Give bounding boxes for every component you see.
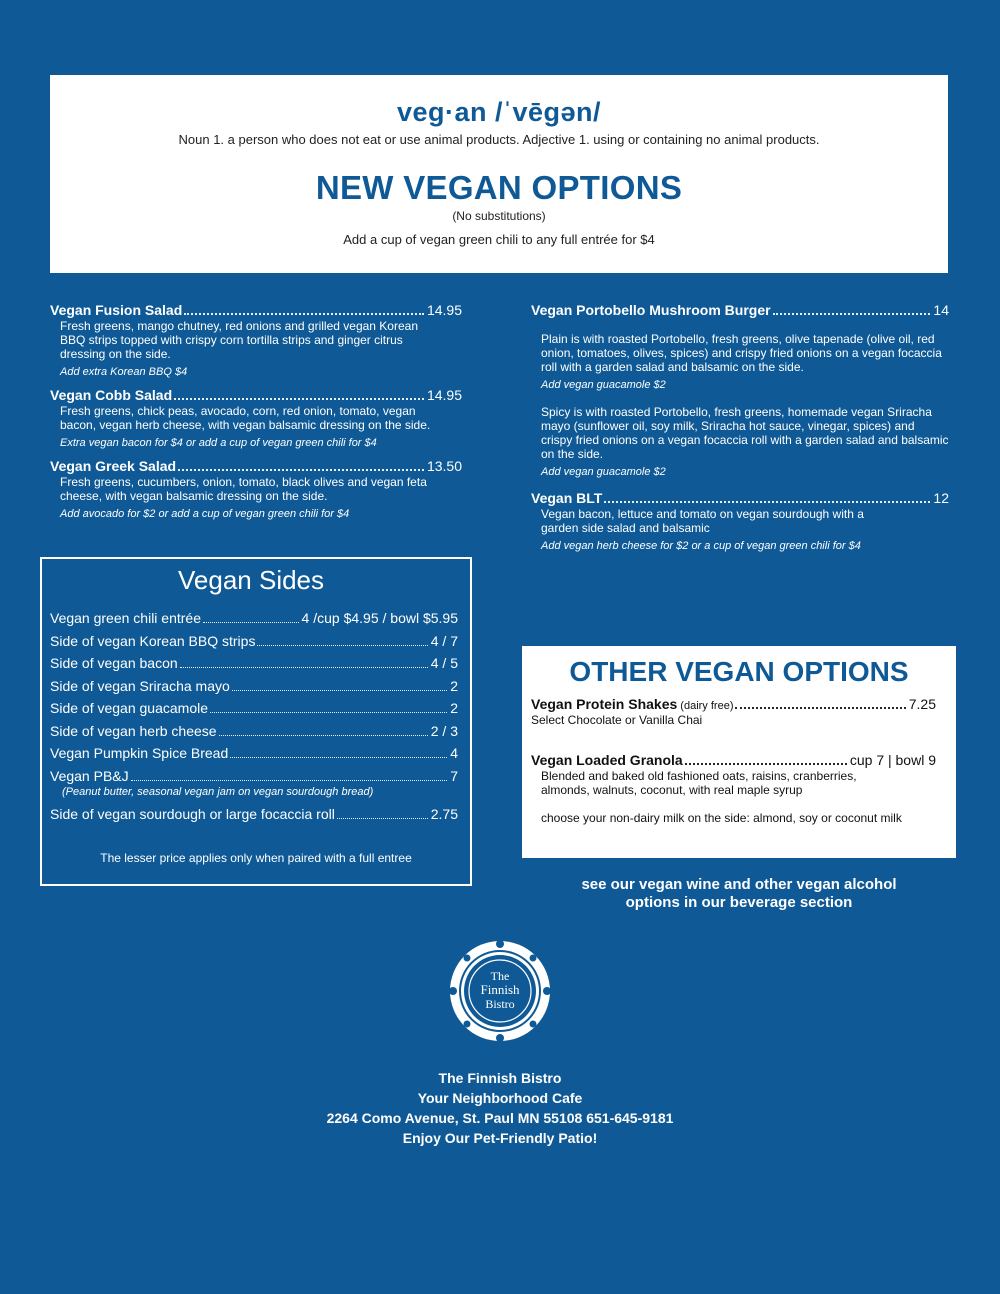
side-name: Side of vegan sourdough or large focaccia roll (50, 806, 335, 822)
leader-dots (773, 313, 931, 315)
item-name: Vegan Portobello Mushroom Burger (531, 302, 771, 318)
menu-item (531, 302, 949, 478)
leader-dots (180, 667, 428, 668)
side-price: 4 (450, 745, 458, 761)
logo-text: Bistro (485, 997, 515, 1011)
sides-footer-note: The lesser price applies only when paired with a full entree (100, 850, 412, 865)
pbj-note: (Peanut butter, seasonal vegan jam on vegan sourdough bread) (62, 786, 374, 798)
side-price: 7 (450, 767, 458, 784)
item-tag: (dairy free) (680, 700, 734, 712)
side-name: Side of vegan bacon (50, 655, 178, 671)
side-price: 2 (450, 677, 458, 694)
item-name: Vegan Cobb Salad (50, 387, 173, 403)
item-name: Vegan Protein Shakes (531, 696, 678, 712)
item-description: Fresh greens, chick peas, avocado, corn, red onion, tomato, vegan bacon, vegan herb cheese, with vegan balsamic dressing on the side. (60, 404, 431, 432)
leader-dots (685, 763, 847, 765)
side-price: 2.75 (430, 806, 458, 822)
logo-text: The (490, 969, 510, 983)
item-note: Extra vegan bacon for $4 or add a cup of vegan green chili for $4 (60, 437, 377, 449)
side-price: 4 / 5 (430, 655, 458, 671)
leader-dots (230, 757, 447, 758)
item-description: Fresh greens, cucumbers, onion, tomato, black olives and vegan feta cheese, with vegan balsamic dressing on the side. (60, 475, 427, 503)
menu-item (50, 387, 462, 449)
side-name: Side of vegan Sriracha mayo (50, 677, 230, 694)
side-name: Vegan Pumpkin Spice Bread (50, 745, 229, 761)
leader-dots (203, 622, 299, 623)
item-name: Vegan Greek Salad (50, 458, 177, 474)
item-description: Select Chocolate or Vanilla Chai (531, 713, 703, 727)
side-name: Side of vegan Korean BBQ strips (50, 632, 256, 649)
logo-text: Finnish (480, 982, 520, 997)
footer (0, 1068, 1000, 1148)
item-price: 12 (933, 490, 949, 506)
item-price: 14.95 (426, 302, 462, 318)
left-menu-column (50, 302, 462, 529)
side-item (50, 723, 458, 746)
item-description: Blended and baked old fashioned oats, raisins, cranberries, almonds, walnuts, coconut, with real maple syrup (541, 769, 857, 797)
side-item (50, 610, 458, 633)
menu-item (531, 490, 949, 552)
menu-item (531, 696, 936, 727)
leader-dots (257, 645, 427, 646)
other-options-panel (522, 646, 956, 858)
menu-item (531, 752, 936, 825)
item-description: Fresh greens, mango chutney, red onions and grilled vegan Korean BBQ strips topped with crispy corn tortilla strips and ginger citrus dressing on the side. (60, 319, 419, 361)
item-note: Add vegan guacamole $2 (541, 379, 666, 391)
sides-list (50, 610, 458, 829)
item-description: Plain is with roasted Portobello, fresh greens, olive tapenade (olive oil, red onion, tomatoes, olives, spices) and crispy fried onions on a vegan focaccia roll with a garden salad and balsamic on the side. (541, 332, 942, 374)
milk-note: choose your non-dairy milk on the side: almond, soy or coconut milk (541, 811, 902, 825)
other-title: OTHER VEGAN OPTIONS (569, 656, 909, 687)
side-name: Vegan PB&J (50, 767, 129, 784)
side-price: 4 / 7 (430, 632, 458, 649)
leader-dots (219, 735, 428, 736)
leader-dots (131, 780, 448, 781)
item-price: 14.95 (426, 387, 462, 403)
footer-patio: Enjoy Our Pet-Friendly Patio! (402, 1130, 598, 1146)
item-note: Add avocado for $2 or add a cup of vegan green chili for $4 (60, 508, 350, 520)
leader-dots (337, 818, 428, 819)
side-item (50, 655, 458, 678)
beverage-note-line: see our vegan wine and other vegan alcohol (581, 876, 897, 893)
no-substitutions-note: (No substitutions) (452, 209, 546, 223)
beverage-note-line: options in our beverage section (625, 894, 853, 911)
item-note: Add extra Korean BBQ $4 (60, 366, 188, 378)
chili-note: Add a cup of vegan green chili to any full entrée for $4 (343, 232, 655, 247)
leader-dots (178, 469, 424, 471)
finnish-bistro-logo (447, 938, 553, 1044)
footer-address: 2264 Como Avenue, St. Paul MN 55108 651-645-9181 (326, 1110, 674, 1126)
item-note: Add vegan guacamole $2 (541, 466, 666, 478)
sides-title: Vegan Sides (178, 565, 325, 595)
item-price: cup 7 | bowl 9 (849, 752, 936, 768)
item-name: Vegan Loaded Granola (531, 752, 683, 768)
leader-dots (232, 690, 447, 691)
item-name: Vegan BLT (531, 490, 603, 506)
definition-word: veg·an /ˈvēgən/ (396, 97, 602, 127)
side-item (50, 806, 458, 829)
item-price: 7.25 (908, 696, 936, 712)
item-note: Add vegan herb cheese for $2 or a cup of vegan green chili for $4 (541, 540, 861, 552)
header-panel (50, 75, 948, 273)
side-name: Vegan green chili entrée (50, 610, 201, 626)
item-description: Spicy is with roasted Portobello, fresh greens, homemade vegan Sriracha mayo (sunflower oil, soy milk, Sriracha hot sauce, vinegar, spices) and crispy fried onions on a vegan focaccia roll with a garden salad and balsamic on the side. (541, 405, 949, 461)
beverage-note (522, 876, 956, 912)
side-name: Side of vegan herb cheese (50, 722, 217, 739)
right-menu-column (531, 302, 949, 561)
vegan-sides-panel (40, 557, 472, 886)
definition-text: Noun 1. a person who does not eat or use animal products. Adjective 1. using or containing no animal products. (178, 132, 820, 147)
side-item (50, 633, 458, 656)
leader-dots (174, 398, 424, 400)
item-name: Vegan Fusion Salad (50, 302, 183, 318)
menu-item (50, 302, 462, 378)
footer-tagline: Your Neighborhood Cafe (417, 1090, 583, 1106)
leader-dots (604, 501, 930, 503)
side-name: Side of vegan guacamole (50, 700, 208, 716)
footer-name: The Finnish Bistro (438, 1070, 562, 1086)
leader-dots (735, 707, 905, 709)
side-item (50, 700, 458, 723)
page-title: NEW VEGAN OPTIONS (315, 169, 683, 206)
leader-dots (210, 712, 447, 713)
side-price: 4 /cup $4.95 / bowl $5.95 (301, 610, 458, 626)
item-price: 13.50 (426, 458, 462, 474)
side-price: 2 / 3 (430, 722, 458, 739)
leader-dots (184, 313, 424, 315)
item-price: 14 (933, 302, 949, 318)
side-item (50, 745, 458, 768)
item-description: Vegan bacon, lettuce and tomato on vegan sourdough with a garden side salad and balsamic (541, 507, 864, 535)
side-price: 2 (450, 700, 458, 716)
side-item (50, 678, 458, 701)
menu-item (50, 458, 462, 520)
